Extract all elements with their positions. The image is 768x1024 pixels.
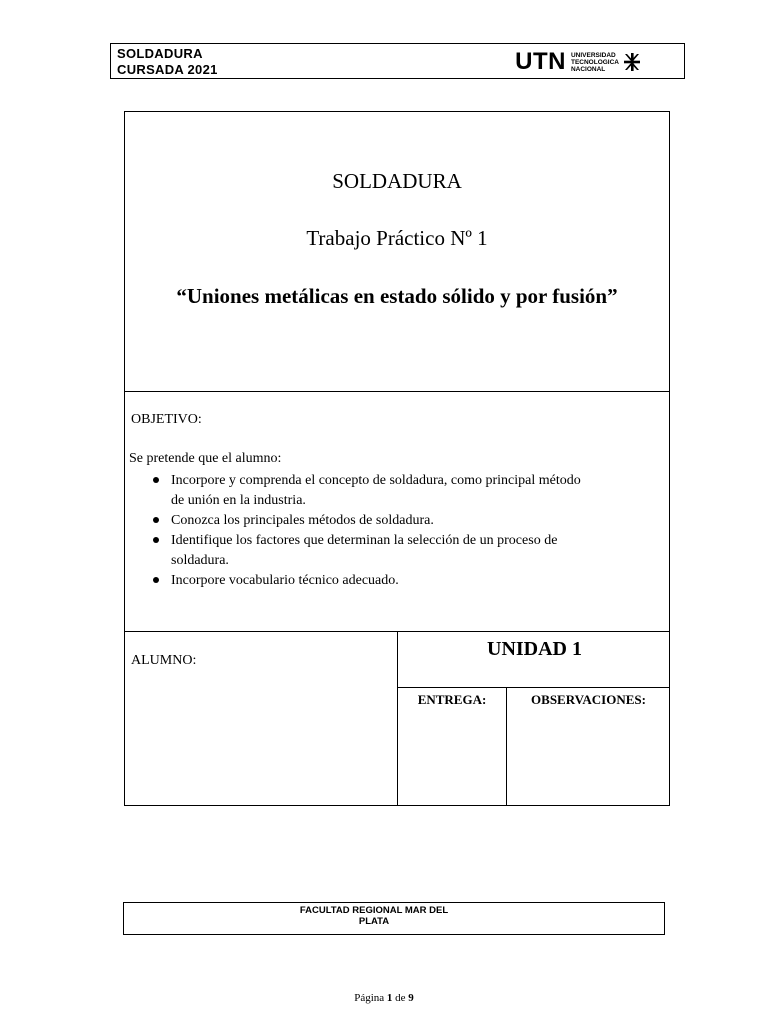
list-item-text: Conozca los principales métodos de soldadura. (171, 513, 434, 528)
utn-logo-subtitle (571, 52, 619, 73)
list-item (149, 531, 669, 571)
page-number (0, 992, 768, 1004)
utn-logo (515, 49, 640, 75)
utn-sub-line-2: TECNOLOGICA (570, 58, 619, 66)
divider-unit (397, 687, 669, 688)
page-total: 9 (408, 992, 414, 1004)
utn-emblem-icon (624, 53, 640, 71)
bullet-icon (153, 537, 159, 543)
page-of: de (395, 992, 406, 1004)
objective-label: OBJETIVO: (131, 412, 202, 427)
divider-title (125, 391, 669, 392)
observations-label: OBSERVACIONES: (531, 692, 646, 707)
page-current: 1 (386, 992, 393, 1004)
footer-box (123, 902, 665, 935)
subject-title: SOLDADURA (332, 169, 462, 193)
faculty-line-1: FACULTAD REGIONAL MAR DEL (299, 905, 449, 916)
student-label: ALUMNO: (131, 653, 197, 668)
course-year: CURSADA 2021 (117, 62, 218, 77)
bullet-icon (153, 517, 159, 523)
unit-title: UNIDAD 1 (487, 638, 582, 660)
list-item (149, 471, 669, 511)
objective-intro: Se pretende que el alumno: (129, 451, 282, 466)
cover-table (124, 111, 670, 806)
page-header (110, 43, 685, 79)
utn-sub-line-1: UNIVERSIDAD (570, 51, 616, 59)
bullet-icon (153, 477, 159, 483)
delivery-label: ENTREGA: (417, 692, 487, 707)
list-item (149, 571, 669, 591)
faculty-line-2: PLATA (358, 916, 390, 927)
utn-logo-word: UTN (515, 48, 566, 75)
list-item (149, 511, 669, 531)
list-item-text: Identifique los factores que determinan la selección de un proceso de soldadura. (171, 533, 558, 568)
topic-title: “Uniones metálicas en estado sólido y por fusión” (176, 284, 618, 308)
course-name: SOLDADURA (117, 46, 203, 61)
objective-list (149, 471, 669, 591)
faculty-name (274, 905, 474, 927)
bullet-icon (153, 577, 159, 583)
list-item-text: Incorpore y comprenda el concepto de soldadura, como principal método de unión en la industria. (171, 473, 581, 508)
list-item-text: Incorpore vocabulario técnico adecuado. (171, 573, 399, 588)
utn-sub-line-3: NACIONAL (570, 65, 606, 73)
assignment-title: Trabajo Práctico Nº 1 (306, 226, 488, 250)
course-info (117, 46, 218, 78)
page-prefix: Página (354, 992, 385, 1004)
